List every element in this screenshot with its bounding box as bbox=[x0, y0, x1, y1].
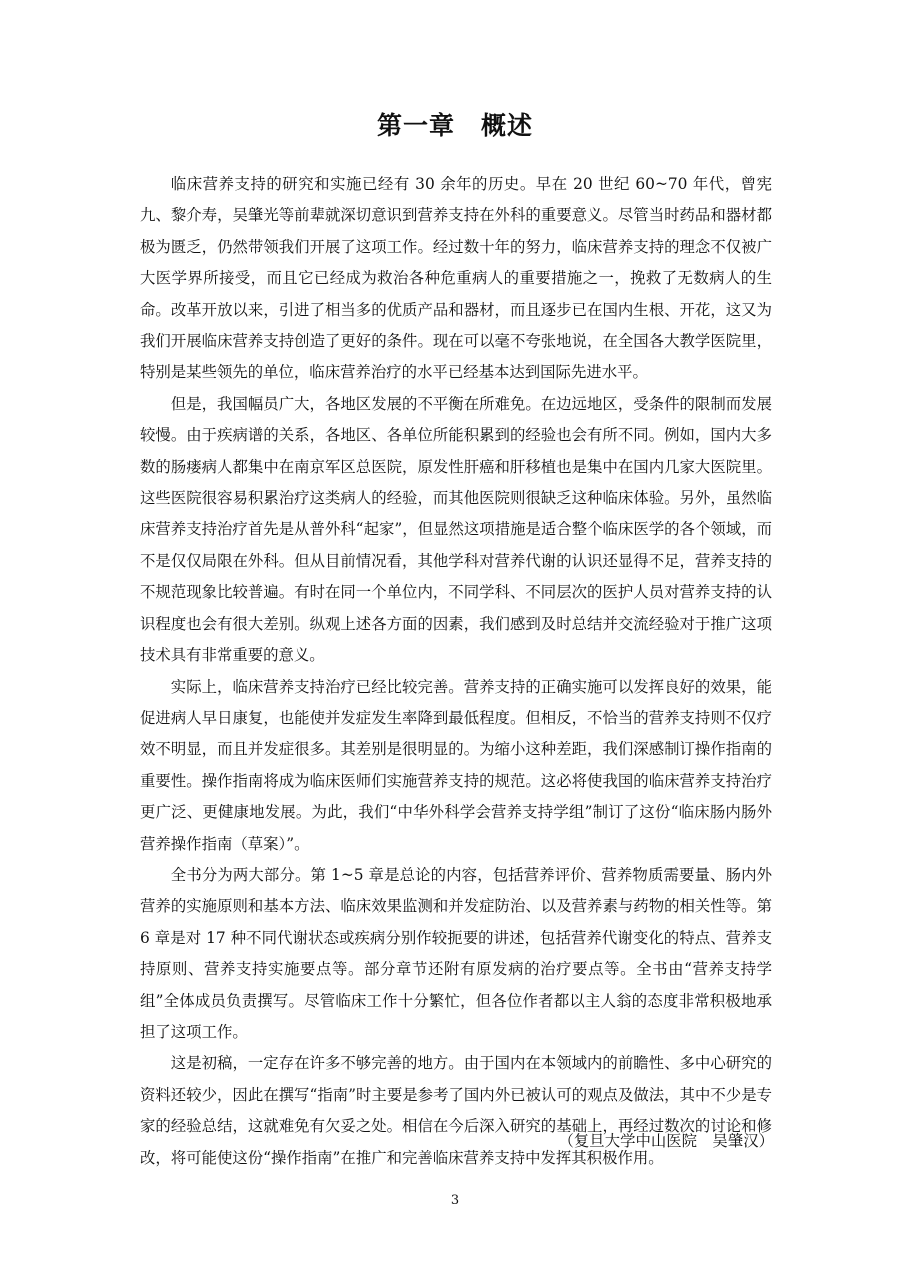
paragraph-1: 临床营养支持的研究和实施已经有 30 余年的历史。早在 20 世纪 60~70 年代，曾宪九、黎介寿，吴肇光等前辈就深切意识到营养支持在外科的重要意义。尽管当时药品和器材都极为匮乏，仍然带领我们开展了这项工作。经过数十年的努力，临床营养支持的理念不仅被广大医学界所接受，而且它已经成为救治各种危重病人的重要措施之一，挽救了无数病人的生命。改革开放以来，引进了相当多的优质产品和器材，而且逐步已在国内生根、开花，这又为我们开展临床营养支持创造了更好的条件。现在可以毫不夸张地说，在全国各大教学医院里，特别是某些领先的单位，临床营养治疗的水平已经基本达到国际先进水平。 bbox=[140, 175, 772, 382]
paragraph-3: 实际上，临床营养支持治疗已经比较完善。营养支持的正确实施可以发挥良好的效果，能促进病人早日康复，也能使并发症发生率降到最低程度。但相反，不恰当的营养支持则不仅疗效不明显，而且并发症很多。其差别是很明显的。为缩小这种差距，我们深感制订操作指南的重要性。操作指南将成为临床医师们实施营养支持的规范。这必将使我国的临床营养支持治疗更广泛、更健康地发展。为此，我们“中华外科学会营养支持学组”制订了这份“临床肠内肠外营养操作指南（草案）”。 bbox=[140, 677, 772, 853]
author-signature: （复旦大学中山医院 吴肇汉） bbox=[558, 1132, 774, 1150]
page-number: 3 bbox=[450, 1193, 460, 1208]
chapter-title: 第一章 概述 bbox=[376, 111, 533, 140]
paragraph-5: 这是初稿，一定存在许多不够完善的地方。由于国内在本领域内的前瞻性、多中心研究的资料还较少，因此在撰写“指南”时主要是参考了国内外已被认可的观点及做法，其中不少是专家的经验总结，这就难免有欠妥之处。相信在今后深入研究的基础上，再经过数次的讨论和修改，将可能使这份“操作指南”在推广和完善临床营养支持中发挥其积极作用。 bbox=[140, 1054, 772, 1167]
paragraph-4: 全书分为两大部分。第 1~5 章是总论的内容，包括营养评价、营养物质需要量、肠内外营养的实施原则和基本方法、临床效果监测和并发症防治、以及营养素与药物的相关性等。第 6 章是对 17 种不同代谢状态或疾病分别作较扼要的讲述，包括营养代谢变化的特点、营养支持原则、营养支持实施要点等。部分章节还附有原发病的治疗要点等。全书由“营养支持学组”全体成员负责撰写。尽管临床工作十分繁忙，但各位作者都以主人翁的态度非常积极地承担了这项工作。 bbox=[140, 865, 772, 1041]
paragraph-2: 但是，我国幅员广大，各地区发展的不平衡在所难免。在边远地区，受条件的限制而发展较慢。由于疾病谱的关系，各地区、各单位所能积累到的经验也会有所不同。例如，国内大多数的肠瘘病人都集中在南京军区总医院，原发性肝癌和肝移植也是集中在国内几家大医院里。这些医院很容易积累治疗这类病人的经验，而其他医院则很缺乏这种临床体验。另外，虽然临床营养支持治疗首先是从普外科“起家”，但显然这项措施是适合整个临床医学的各个领域，而不是仅仅局限在外科。但从目前情况看，其他学科对营养代谢的认识还显得不足，营养支持的不规范现象比较普遍。有时在同一个单位内，不同学科、不同层次的医护人员对营养支持的认识程度也会有很大差别。纵观上述各方面的因素，我们感到及时总结并交流经验对于推广这项技术具有非常重要的意义。 bbox=[140, 394, 772, 665]
body-text bbox=[140, 169, 772, 1174]
